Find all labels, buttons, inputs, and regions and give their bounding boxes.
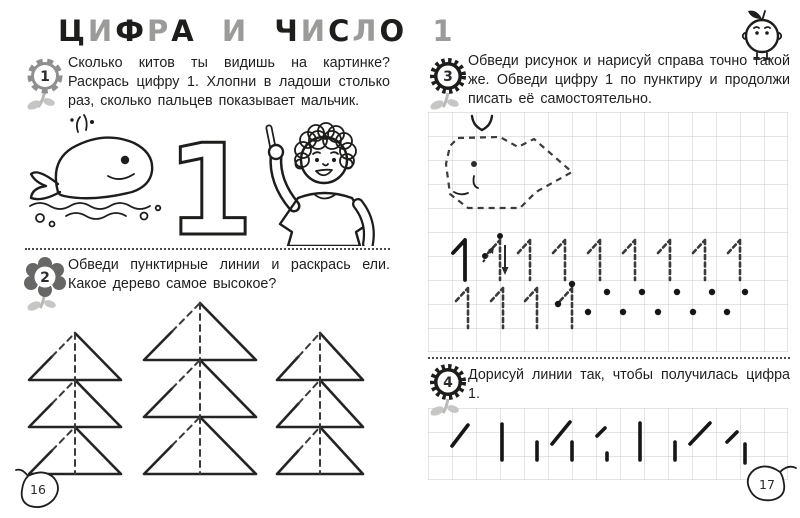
right-page-number-leaf	[740, 460, 798, 510]
task3-text: Обведи рисунок и нарисуй справа точно такой же. Обведи цифру 1 по пунктиру и продолжи писать её самостоятельно.	[468, 53, 790, 107]
task1-text: Сколько китов ты видишь на картинке? Раскрась цифру 1. Хлопни в ладоши столько раз, сколько пальцев показывает мальчик.	[68, 55, 390, 109]
whale-illustration	[30, 115, 160, 227]
task3-number: 3	[443, 69, 453, 85]
task4-text: Дорисуй линии так, чтобы получилась цифра 1.	[468, 367, 790, 402]
boy-illustration	[269, 123, 369, 246]
page-title: ЦИФРА И ЧИСЛО 1	[58, 14, 455, 48]
tree-right	[277, 333, 363, 474]
task3-flower-badge	[423, 55, 473, 113]
task4-grid	[428, 408, 788, 480]
right-page-separator	[428, 357, 790, 359]
task4-number: 4	[443, 375, 453, 391]
task1-number: 1	[40, 69, 50, 85]
task1-illustration	[22, 110, 392, 246]
task1-flower-badge	[20, 55, 70, 113]
left-page-separator	[25, 248, 390, 250]
task2-trees	[25, 300, 390, 480]
left-page-number: 16	[30, 482, 46, 497]
apple-mascot-icon	[733, 5, 791, 63]
right-page-number: 17	[759, 477, 775, 492]
task2-number: 2	[40, 270, 50, 286]
tree-middle	[144, 303, 256, 474]
tree-left	[29, 333, 121, 474]
whale-eye	[121, 156, 129, 164]
task2-text: Обведи пунктирные линии и раскрась ели. Какое дерево самое высокое?	[68, 257, 390, 292]
task3-grid	[428, 112, 788, 352]
left-page-number-leaf	[14, 466, 70, 514]
outlined-digit-1: 1	[166, 117, 254, 246]
